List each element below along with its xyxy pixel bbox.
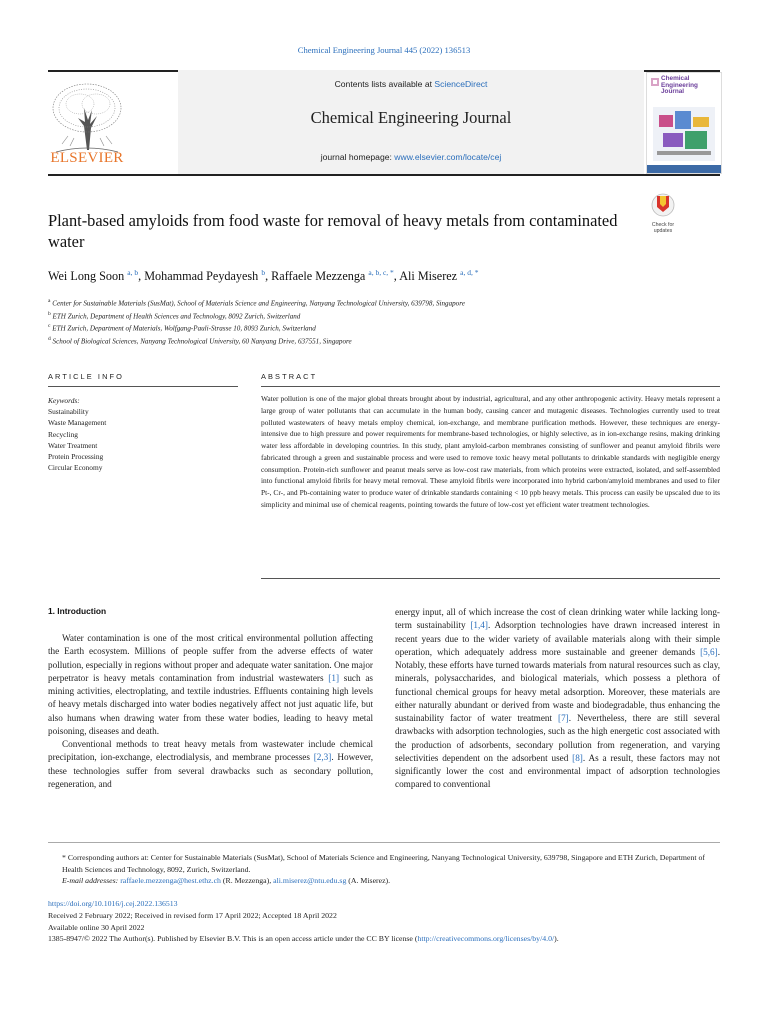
- cover-title-line-1: Chemical: [661, 75, 690, 82]
- homepage-prefix: journal homepage:: [320, 152, 395, 162]
- author-affiliation-marks[interactable]: a, b: [127, 268, 139, 277]
- author[interactable]: [48, 269, 138, 283]
- keywords-label: Keywords:: [48, 396, 80, 405]
- journal-masthead: [48, 70, 720, 178]
- body-paragraph: [48, 738, 373, 791]
- author-list: [48, 268, 728, 284]
- check-for-updates-line-1: Check for: [651, 222, 675, 228]
- received-dates: Received 2 February 2022; Received in revised form 17 April 2022; Accepted 18 April 2022: [48, 910, 337, 920]
- email-label: E-mail addresses:: [62, 876, 121, 885]
- affiliation-mark: d: [48, 335, 51, 342]
- article-info-heading: ARTICLE INFO: [48, 372, 124, 381]
- keyword-item: Protein Processing: [48, 452, 104, 462]
- citation-link[interactable]: [5,6]: [700, 646, 718, 657]
- footnotes: [48, 852, 724, 887]
- sciencedirect-link[interactable]: ScienceDirect: [434, 79, 488, 89]
- body-text: such as mining activities, electroplating, and textile industries. Effluents containing high levels of heavy metals discharged into water bodies negatively affect not just aquatic life, but also humans when drawing water from these water bodies, leading to heavy metal poisoning, diseases and death.: [48, 672, 373, 736]
- body-paragraph: [395, 606, 720, 792]
- author-separator: ,: [138, 269, 145, 284]
- citation-link[interactable]: [8]: [572, 752, 583, 763]
- body-text: . Notably, these efforts have turned towards materials from natural resources such as clay, minerals, polysaccharides, and biological materials, which possess a plethora of functional chemical groups for heavy metal adsorption. Moreover, these materials are either naturally abundant or derived from waste and biodegradable, thus enhancing the sustainability factor of water treatment: [395, 646, 720, 723]
- affiliation-mark: a: [48, 298, 51, 304]
- author-affiliation-marks[interactable]: b: [261, 268, 266, 277]
- abstract-top-rule: [261, 386, 720, 387]
- article-title: Plant-based amyloids from food waste for removal of heavy metals from contaminated water: [48, 211, 618, 251]
- masthead-bottom-rule: [48, 174, 720, 176]
- affiliation-item: [48, 334, 728, 347]
- license-text: 1385-8947/© 2022 The Author(s). Published by Elsevier B.V. This is an open access article under the CC BY license (: [48, 934, 418, 944]
- doi-link[interactable]: https://doi.org/10.1016/j.cej.2022.136513: [48, 899, 178, 908]
- cover-logo-icon: [650, 77, 660, 87]
- journal-title: Chemical Engineering Journal: [310, 108, 512, 127]
- author-affiliation-marks[interactable]: a, b, c, *: [368, 268, 394, 277]
- license-line: [48, 933, 724, 945]
- cover-artwork-icon: [653, 107, 715, 161]
- section-heading-introduction: 1. Introduction: [48, 606, 107, 616]
- cover-title-line-3: Journal: [661, 88, 685, 96]
- body-text: energy input, all of which increase the cost of clean drinking water while lacking long-term sustainability: [395, 607, 720, 631]
- citation-link[interactable]: [1]: [328, 672, 340, 683]
- author-affiliation-marks[interactable]: a, d, *: [460, 268, 479, 277]
- citation-link[interactable]: [7]: [558, 713, 569, 723]
- affiliation-text: School of Biological Sciences, Nanyang Technological University, 60 Nanyang Drive, 637551, Singapore: [52, 337, 352, 346]
- check-for-updates-label: [646, 223, 680, 234]
- author[interactable]: [399, 269, 478, 283]
- author-name[interactable]: Mohammad Peydayesh: [144, 269, 259, 284]
- citation-link[interactable]: [2,3]: [313, 752, 332, 763]
- contents-prefix: Contents lists available at: [334, 79, 435, 89]
- affiliation-mark: c: [48, 323, 51, 330]
- keyword-item: Recycling: [48, 429, 78, 439]
- email-owner: (A. Miserez).: [346, 876, 391, 885]
- abstract-heading: ABSTRACT: [261, 372, 318, 381]
- author[interactable]: [144, 269, 265, 283]
- body-text: . Adsorption technologies have drawn increased interest in recent years due to the wider variety of available materials along with their simple operation, which adequately address more sustainable and greener demands: [395, 620, 720, 657]
- affiliations: [48, 296, 728, 347]
- corresponding-author-note: * Corresponding authors at: Center for Sustainable Materials (SusMat), School of Materials Science and Engineering, Nanyang Technological University, 639798, Singapore and ETH Zurich, Department of Health Sciences and Technology, 8092, Zurich, Switzerland.: [62, 853, 705, 874]
- citation-link[interactable]: [1,4]: [470, 620, 488, 631]
- keyword-item: Waste Management: [48, 418, 107, 428]
- abstract-bottom-rule: [261, 578, 720, 579]
- cover-bottom-band: [647, 165, 721, 173]
- article-info-rule: [48, 386, 238, 387]
- cover-title-line-2: Engineering: [661, 81, 698, 89]
- abstract-text: Water pollution is one of the major global threats brought about by industrial, agricultural, and any other anthropogenic activity. Heavy metals represent a large group of water pollutants that can accumulate in the human body, causing cancer and mutagenic diseases. Technologies currently used to treat polluted wastewaters of heavy metals employ chemical, ion-exchange, and membrane purification methods. However, these techniques are energy-intensive due to high pressure and power requirements for membrane-based technologies, or highly selective, as in ion-exchange resins, making drinking water less affordable in developing countries. In this study, plant amyloid-carbon membranes consisting of sunflower and peanut amyloid fibrils were fabricated through a green and sustainable process and were used to remove toxic heavy metal pollutants to drinkable standards with negligible energy consumption. Protein-rich sunflower and peanut meals serve as low-cost raw materials, from which proteins were extracted, isolated, and self-assembled into functional amyloid fibrils for heavy metal removal. These amyloid fibrils were incorporated into hybrid carbon/amyloid membranes and used to filer Pt-, Cr-, and Pb-containing water to produce water of drinkable standards containing < 10 ppb heavy metals. This process can easily be upscaled due to its simplicity and minimal use of chemical reagents, pointing towards the future of low-cost yet efficient water treatment technologies.: [261, 394, 720, 509]
- email-link[interactable]: raffaele.mezzenga@hest.ethz.ch: [120, 876, 221, 885]
- body-text: Water contamination is one of the most critical environmental pollution affecting the Earth ecosystem. Millions of people suffer from the adverse effects of water pollution, especially in regions without proper and adequate water sanitation. One major perpetrator is heavy metals contamination from industrial wastewaters: [48, 633, 373, 683]
- affiliation-text: ETH Zurich, Department of Materials, Wolfgang-Pauli-Strasse 10, 8093 Zurich, Switzerland: [52, 324, 316, 333]
- body-paragraph: [48, 632, 373, 738]
- body-text: . Nevertheless, there are still several drawbacks with adsorption technologies, such as the high energetic cost associated with the production of adsorbents, secondary pollution from regeneration, and varying selectivities dependent on the adsorbent used: [395, 713, 720, 763]
- masthead-center-panel: [178, 70, 644, 174]
- author-name[interactable]: Raffaele Mezzenga: [271, 269, 366, 284]
- body-text: Conventional methods to treat heavy metals from wastewater include chemical precipitation, ion-exchange, electrodialysis, and membrane processes: [48, 739, 373, 763]
- author-separator: ,: [393, 269, 400, 284]
- affiliation-text: Center for Sustainable Materials (SusMat), School of Materials Science and Engineering, Nanyang Technological University, 639798, Singapore: [52, 299, 465, 308]
- keywords-list: [48, 395, 238, 473]
- contents-line: [178, 79, 644, 89]
- publisher-wordmark: ELSEVIER: [50, 150, 124, 166]
- keyword-item: Circular Economy: [48, 463, 103, 473]
- journal-homepage-link[interactable]: www.elsevier.com/locate/cej: [394, 152, 502, 162]
- affiliation-item: [48, 321, 728, 334]
- footnote-rule: [48, 842, 720, 843]
- check-for-updates-line-2: updates: [653, 227, 673, 234]
- license-text-end: ).: [554, 934, 559, 944]
- author-name[interactable]: Wei Long Soon: [48, 269, 125, 284]
- body-text: . As a result, these factors may not significantly lower the cost and environmental impact of adsorption technologies compared to conventional: [395, 752, 720, 790]
- license-link[interactable]: http://creativecommons.org/licenses/by/4.0/: [417, 934, 555, 944]
- keyword-item: Water Treatment: [48, 440, 98, 450]
- affiliation-text: ETH Zurich, Department of Health Sciences and Technology, 8092 Zurich, Switzerland: [52, 312, 301, 321]
- journal-homepage-line: [178, 152, 644, 162]
- available-online-date: Available online 30 April 2022: [48, 922, 145, 932]
- email-addresses: [48, 875, 724, 887]
- affiliation-item: [48, 309, 728, 322]
- author[interactable]: [271, 269, 394, 283]
- journal-cover-thumbnail[interactable]: [646, 72, 722, 174]
- check-for-updates-badge[interactable]: [646, 192, 680, 232]
- body-column-right: [395, 606, 720, 792]
- body-column-left: [48, 632, 373, 791]
- body-text: . However, these technologies suffer from several drawbacks such as secondary pollution, regeneration, and: [48, 752, 373, 789]
- email-link[interactable]: ali.miserez@ntu.edu.sg: [273, 876, 347, 885]
- journal-reference[interactable]: Chemical Engineering Journal 445 (2022) 136513: [297, 45, 471, 55]
- affiliation-mark: b: [48, 310, 51, 317]
- keyword-item: Sustainability: [48, 407, 89, 417]
- publication-info: [48, 898, 724, 945]
- author-name[interactable]: Ali Miserez: [399, 269, 458, 284]
- affiliation-item: [48, 296, 728, 309]
- crossmark-icon: [646, 192, 680, 218]
- cover-title: [661, 76, 698, 96]
- author-separator: ,: [265, 269, 272, 284]
- email-owner: (R. Mezzenga),: [220, 876, 274, 885]
